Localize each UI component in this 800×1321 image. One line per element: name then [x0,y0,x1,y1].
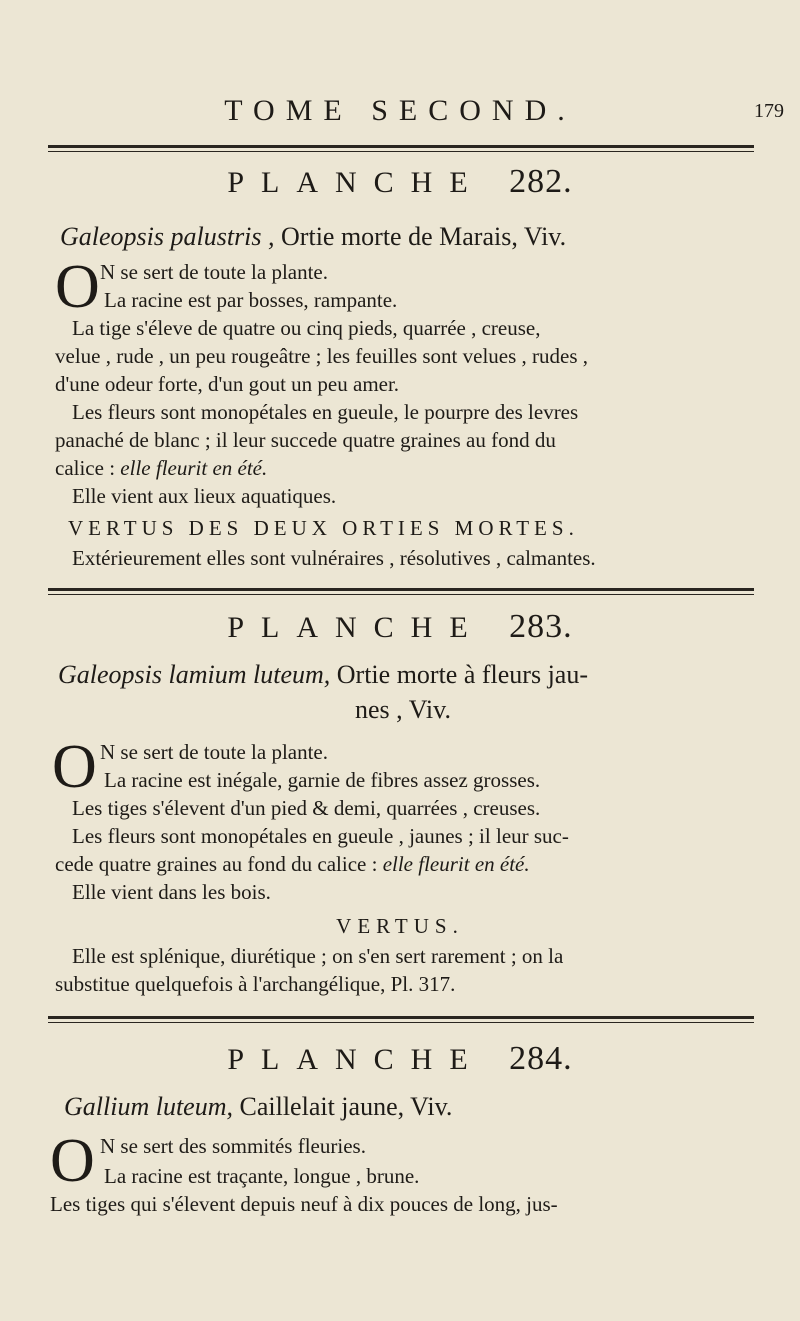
plate-word: PLANCHE [227,611,485,644]
text-line: La racine est inégale, garnie de fibres assez grosses. [104,768,541,792]
text-line: N se sert de toute la plante. [100,740,329,764]
text-line: d'une odeur forte, d'un gout un peu amer. [55,372,400,396]
latin-name: Gallium luteum, [64,1092,233,1121]
virtues-text: substitue quelquefois à l'archangélique, Pl. 317. [55,972,456,996]
text-line: N se sert des sommités fleuries. [100,1134,366,1158]
text-line: Les fleurs sont monopétales en gueule , jaunes ; il leur suc- [72,824,569,848]
text-line: Les tiges s'élevent d'un pied & demi, quarrées , creuses. [72,796,541,820]
virtues-text: Elle est splénique, diurétique ; on s'en sert rarement ; on la [72,944,564,968]
text-line: Les fleurs sont monopétales en gueule, le pourpre des levres [72,400,579,424]
text-line: La tige s'éleve de quatre ou cinq pieds, quarrée , creuse, [72,316,541,340]
plate-title-284 [64,1094,452,1120]
running-title: TOME SECOND. [224,94,576,127]
drop-cap: O [55,253,100,321]
virtues-text: Extérieurement elles sont vulnéraires , résolutives , calmantes. [72,546,596,570]
drop-cap: O [52,733,97,801]
drop-cap: O [50,1127,95,1195]
plate-number: 282. [509,163,573,200]
french-name: Ortie morte à fleurs jau- [336,660,588,689]
plate-number: 284. [509,1040,573,1077]
text-line: N se sert de toute la plante. [100,260,329,284]
plate-title-282 [60,224,566,250]
latin-name: Galeopsis lamium luteum, [58,660,331,689]
plate-title-cont: nes , Viv. [355,695,451,724]
text-line: Elle vient aux lieux aquatiques. [72,484,337,508]
plate-word: PLANCHE [227,166,485,199]
text-line: Elle vient dans les bois. [72,880,271,904]
french-name: Ortie morte de Marais, Viv. [281,222,567,251]
latin-name: Galeopsis palustris , [60,222,275,251]
text-line: velue , rude , un peu rougeâtre ; les feuilles sont velues , rudes , [55,344,589,368]
flowering-note: elle fleurit en été. [382,852,530,876]
plate-word: PLANCHE [227,1043,485,1076]
plate-heading-284 [0,1040,800,1078]
virtues-heading: VERTUS. [336,914,464,938]
text-line: Les tiges qui s'élevent depuis neuf à dix pouces de long, jus- [50,1192,558,1216]
text-line: panaché de blanc ; il leur succede quatre graines au fond du [55,428,556,452]
french-name: Caillelait jaune, Viv. [239,1092,453,1121]
top-rule [48,145,754,152]
page-number: 179 [754,100,784,122]
virtues-heading: VERTUS DES DEUX ORTIES MORTES. [68,516,579,540]
plate-heading-282 [0,163,800,201]
plate-number: 283. [509,608,573,645]
text-line: La racine est par bosses, rampante. [104,288,398,312]
text-line: calice : elle fleurit en été. [55,456,268,480]
flowering-note: elle fleurit en été. [120,456,268,480]
section-rule [48,588,754,595]
text-line: La racine est traçante, longue , brune. [104,1164,420,1188]
plate-title-283 [58,662,588,688]
section-rule [48,1016,754,1023]
text-line: cede quatre graines au fond du calice : elle fleurit en été. [55,852,530,876]
plate-heading-283 [0,608,800,646]
